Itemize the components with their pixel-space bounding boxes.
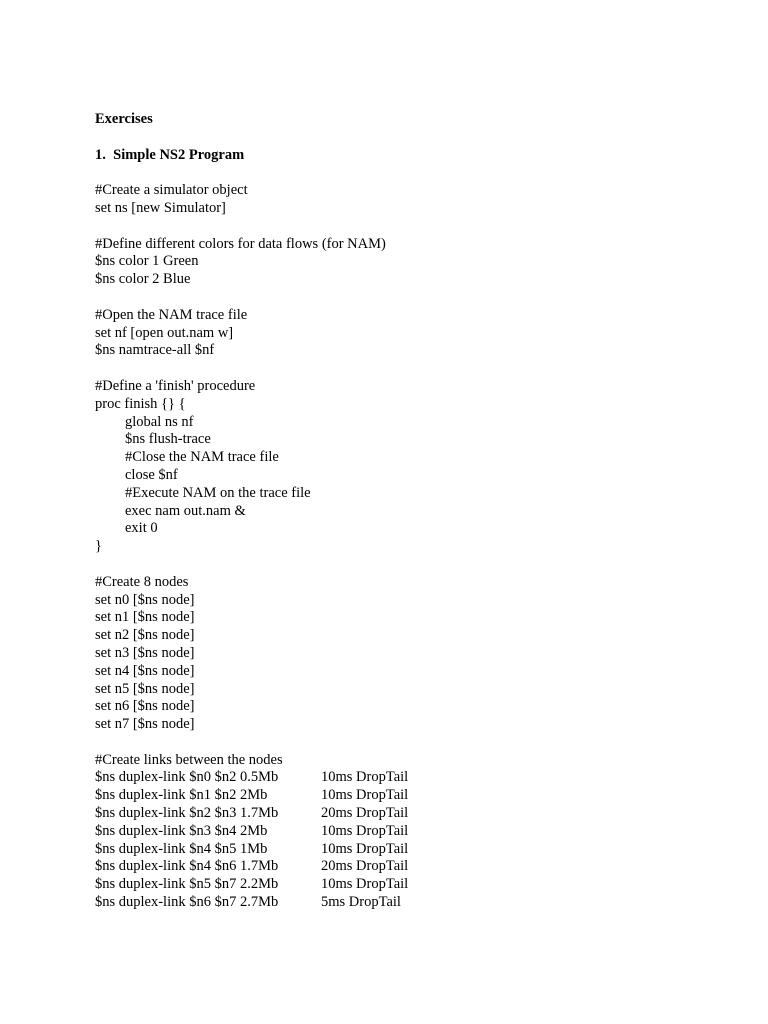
code-block: [95, 378, 735, 556]
link-delay-queue: 10ms DropTail: [321, 769, 409, 786]
code-line: #Close the NAM trace file: [125, 449, 279, 466]
link-definition: $ns duplex-link $n3 $n4 2Mb: [95, 822, 268, 839]
code-line: set n4 [$ns node]: [95, 662, 195, 679]
code-line: exec nam out.nam &: [125, 502, 246, 519]
code-line: [95, 841, 735, 859]
link-definition: $ns duplex-link $n2 $n3 1.7Mb: [95, 805, 279, 822]
code-line: set ns [new Simulator]: [95, 199, 226, 216]
link-delay-queue: 10ms DropTail: [321, 840, 409, 857]
code-line: set n5 [$ns node]: [95, 680, 195, 697]
link-delay-queue: 10ms DropTail: [321, 876, 409, 893]
code-line: [95, 787, 735, 805]
code-line: #Open the NAM trace file: [95, 306, 248, 323]
spacer: [95, 734, 735, 752]
code-line: $ns namtrace-all $nf: [95, 342, 215, 359]
spacer: [95, 164, 735, 182]
code-line: }: [95, 538, 102, 555]
link-definition: $ns duplex-link $n0 $n2 0.5Mb: [95, 769, 279, 786]
link-definition: $ns duplex-link $n5 $n7 2.2Mb: [95, 876, 279, 893]
section-title: 1. Simple NS2 Program: [95, 146, 245, 163]
code-block: [95, 307, 735, 360]
link-delay-queue: 10ms DropTail: [321, 822, 409, 839]
code-line: exit 0: [125, 520, 158, 537]
heading: Exercises: [95, 111, 153, 127]
code-line: #Define a 'finish' procedure: [95, 377, 256, 394]
spacer: [95, 289, 735, 307]
code-line: set n1 [$ns node]: [95, 609, 195, 626]
link-definition: $ns duplex-link $n6 $n7 2.7Mb: [95, 894, 279, 911]
code-line: proc finish {} {: [95, 395, 186, 412]
link-definition: $ns duplex-link $n4 $n5 1Mb: [95, 840, 268, 857]
link-definition: $ns duplex-link $n1 $n2 2Mb: [95, 787, 268, 804]
link-delay-queue: 20ms DropTail: [321, 805, 409, 822]
code-line: [95, 823, 735, 841]
code-line: #Create a simulator object: [95, 182, 248, 199]
spacer: [95, 556, 735, 574]
link-definition: $ns duplex-link $n4 $n6 1.7Mb: [95, 858, 279, 875]
code-line: [95, 876, 735, 894]
document-content: [95, 111, 735, 912]
code-line: set n3 [$ns node]: [95, 644, 195, 661]
spacer: [95, 129, 735, 147]
code-line: [95, 805, 735, 823]
code-line: $ns color 2 Blue: [95, 271, 191, 288]
code-line: [95, 858, 735, 876]
code-listing: [95, 164, 735, 911]
code-line: [95, 894, 735, 912]
code-line: set n7 [$ns node]: [95, 716, 195, 733]
code-line: close $nf: [125, 466, 178, 483]
code-line: $ns color 1 Green: [95, 253, 199, 270]
code-line: #Define different colors for data flows (for NAM): [95, 235, 386, 252]
code-line: set n0 [$ns node]: [95, 591, 195, 608]
code-line: global ns nf: [125, 413, 194, 430]
code-line: [95, 769, 735, 787]
code-line: set nf [open out.nam w]: [95, 324, 234, 341]
spacer: [95, 218, 735, 236]
code-line: set n2 [$ns node]: [95, 627, 195, 644]
link-delay-queue: 20ms DropTail: [321, 858, 409, 875]
code-block: [95, 182, 735, 218]
code-line: #Create links between the nodes: [95, 751, 283, 768]
code-block: [95, 236, 735, 289]
spacer: [95, 360, 735, 378]
code-line: $ns flush-trace: [125, 431, 211, 448]
link-delay-queue: 5ms DropTail: [321, 894, 401, 911]
code-block: [95, 574, 735, 734]
code-block: [95, 752, 735, 912]
code-line: set n6 [$ns node]: [95, 698, 195, 715]
code-line: #Execute NAM on the trace file: [125, 484, 311, 501]
code-line: #Create 8 nodes: [95, 573, 189, 590]
link-delay-queue: 10ms DropTail: [321, 787, 409, 804]
